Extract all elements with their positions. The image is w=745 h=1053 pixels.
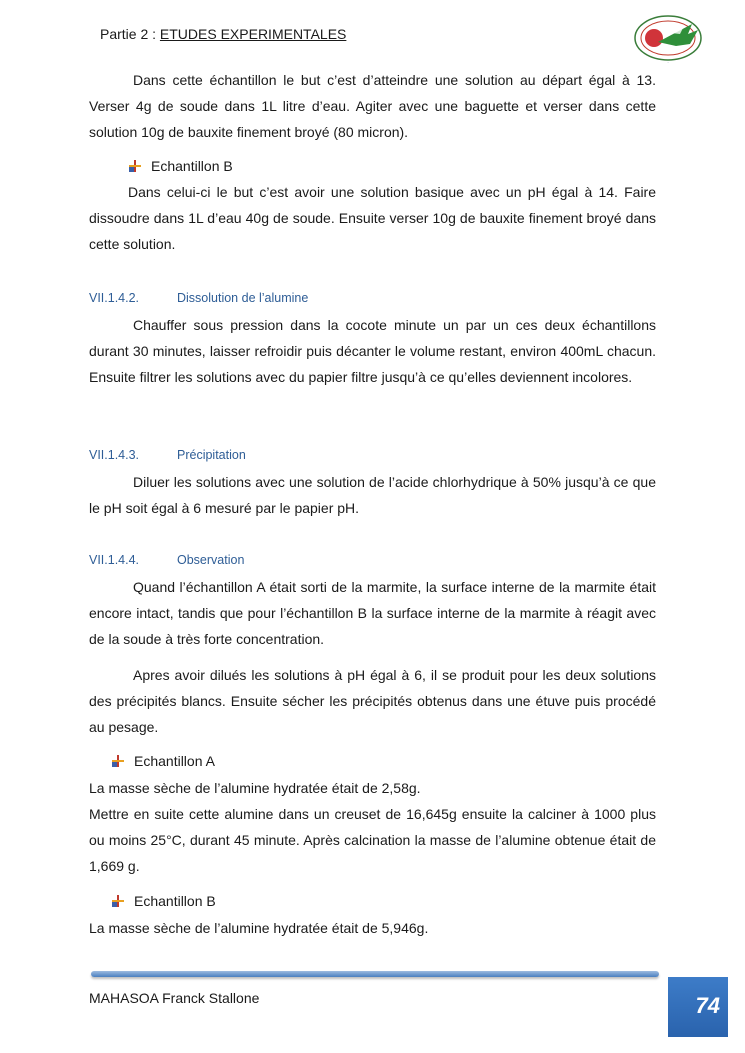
bullet-label: Echantillon B: [151, 158, 233, 174]
bullet-label: Echantillon A: [134, 753, 215, 769]
paragraph-6: Apres avoir dilués les solutions à pH égal à 6, il se produit pour les deux solutions des précipités blancs. Ensuite sécher les précipités obtenus dans une étuve puis procédé au pesage.: [89, 667, 656, 735]
footer-divider: [91, 971, 659, 977]
section-heading-dissolution: [89, 289, 308, 307]
bullet-icon: [112, 755, 124, 767]
section-title: Observation: [177, 553, 245, 567]
paragraph-9: La masse sèche de l’alumine hydratée était de 5,946g.: [89, 920, 429, 936]
header-title: ETUDES EXPERIMENTALES: [159, 26, 347, 42]
bullet-echantillon-b-2: [112, 891, 216, 911]
paragraph-1: Dans cette échantillon le but c’est d’atteindre une solution au départ égal à 13. Verser 4g de soude dans 1L litre d’eau. Agiter avec une baguette et verser dans cette solution 10g de bauxite finement broyé (80 micron).: [89, 72, 656, 140]
bullet-icon: [112, 895, 124, 907]
institution-logo: [632, 14, 704, 66]
paragraph-8: Mettre en suite cette alumine dans un creuset de 16,645g ensuite la calciner à 1000 plus ou moins 25°C, durant 45 minute. Après calcination la masse de l’alumine obtenue était de 1,669 g.: [89, 806, 656, 874]
footer-author: MAHASOA Franck Stallone: [89, 990, 260, 1006]
header-prefix: Partie 2 :: [100, 26, 160, 42]
bullet-echantillon-a: [112, 751, 215, 771]
page-number-box: [668, 977, 728, 1037]
svg-text:·: ·: [667, 60, 669, 65]
page-number: 74: [695, 993, 720, 1018]
bullet-echantillon-b-1: [129, 156, 233, 176]
section-number: VII.1.4.4.: [89, 553, 140, 567]
paragraph-5: Quand l’échantillon A était sorti de la marmite, la surface interne de la marmite était encore intact, tandis que pour l’échantillon B la surface interne de la marmite à réagit avec de la soude à très forte concentration.: [89, 579, 656, 647]
section-title: Précipitation: [177, 448, 246, 462]
section-heading-observation: [89, 551, 244, 569]
page-header: [100, 26, 346, 42]
paragraph-4: Diluer les solutions avec une solution de l’acide chlorhydrique à 50% jusqu’à ce que le pH soit égal à 6 mesuré par le papier pH.: [89, 474, 656, 516]
section-title: Dissolution de l’alumine: [177, 291, 309, 305]
paragraph-2: Dans celui-ci le but c’est avoir une solution basique avec un pH égal à 14. Faire dissoudre dans 1L d’eau 40g de soude. Ensuite verser 10g de bauxite finement broyé dans cette solution.: [89, 184, 656, 252]
section-heading-precipitation: [89, 446, 246, 464]
paragraph-7: La masse sèche de l’alumine hydratée était de 2,58g.: [89, 780, 421, 796]
bullet-label: Echantillon B: [134, 893, 216, 909]
section-number: VII.1.4.3.: [89, 448, 140, 462]
section-number: VII.1.4.2.: [89, 291, 140, 305]
paragraph-3: Chauffer sous pression dans la cocote minute un par un ces deux échantillons durant 30 minutes, laisser refroidir puis décanter le volume restant, environ 400mL chacun. Ensuite filtrer les solutions avec du papier filtre jusqu’à ce qu’elles deviennent incolores.: [89, 317, 656, 385]
bullet-icon: [129, 160, 141, 172]
